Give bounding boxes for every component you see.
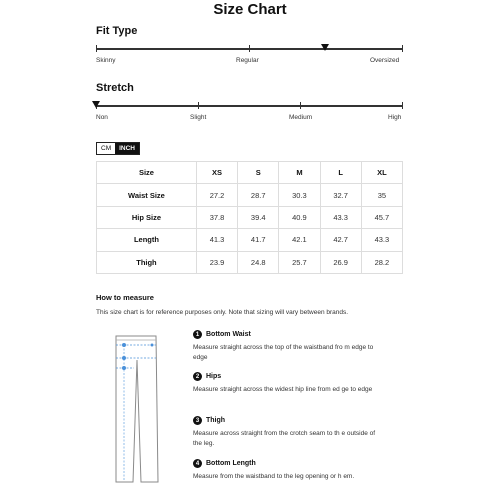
number-1-icon: 1 [193, 330, 202, 339]
measure-item-desc: Measure straight across the top of the waistband fro m edge to edge [193, 344, 374, 361]
stretch-tick [402, 102, 403, 109]
number-3-icon: 3 [193, 416, 202, 425]
table-row [97, 206, 403, 228]
table-header: S [238, 162, 279, 184]
fit-type-tick [249, 45, 250, 52]
table-cell: 27.2 [196, 184, 237, 206]
table-row [97, 229, 403, 251]
table-header: XS [196, 162, 237, 184]
unit-toggle [96, 142, 140, 155]
fit-type-tick [402, 45, 403, 52]
pants-diagram [112, 334, 162, 489]
pants-outline-icon [112, 334, 162, 484]
measure-item-thigh [193, 416, 383, 449]
unit-inch-button[interactable]: INCH [115, 143, 139, 154]
table-row-label: Length [97, 229, 197, 251]
fit-type-option-skinny: Skinny [96, 57, 116, 64]
page-title: Size Chart [213, 1, 287, 18]
table-cell: 28.7 [238, 184, 279, 206]
measure-item-name: Bottom Length [206, 460, 256, 467]
stretch-line [96, 105, 403, 107]
stretch-option-high: High [388, 114, 402, 121]
table-cell: 43.3 [361, 229, 402, 251]
measure-item-desc: Measure straight across the widest hip line from ed ge to edge [193, 386, 373, 393]
table-header-row [97, 162, 403, 184]
measure-item-desc: Measure from the waistband to the leg opening or h em. [193, 473, 355, 480]
table-cell: 28.2 [361, 251, 402, 273]
fit-type-option-regular: Regular [236, 57, 259, 64]
table-cell: 24.8 [238, 251, 279, 273]
table-cell: 42.7 [320, 229, 361, 251]
table-cell: 45.7 [361, 206, 402, 228]
table-row-label: Thigh [97, 251, 197, 273]
table-cell: 41.3 [196, 229, 237, 251]
number-4-icon: 4 [193, 459, 202, 468]
measure-item-name: Thigh [206, 417, 226, 424]
stretch-option-slight: Slight [190, 114, 207, 121]
table-row-label: Waist Size [97, 184, 197, 206]
number-2-icon: 2 [193, 372, 202, 381]
table-cell: 39.4 [238, 206, 279, 228]
measure-item-name: Hips [206, 373, 222, 380]
table-cell: 32.7 [320, 184, 361, 206]
measure-item-bottom-length [193, 459, 383, 482]
fit-type-option-oversized: Oversized [370, 57, 400, 64]
measure-item-hips [193, 372, 383, 395]
measure-item-desc: Measure across straight from the crotch seam to th e outside of the leg. [193, 430, 376, 447]
stretch-marker-icon [92, 101, 100, 108]
size-table [96, 161, 403, 274]
table-row [97, 251, 403, 273]
table-row-label: Hip Size [97, 206, 197, 228]
fit-type-label: Fit Type [96, 25, 138, 37]
table-cell: 43.3 [320, 206, 361, 228]
table-cell: 37.8 [196, 206, 237, 228]
table-header: XL [361, 162, 402, 184]
stretch-tick [300, 102, 301, 109]
unit-cm-button[interactable]: CM [97, 143, 115, 154]
table-cell: 35 [361, 184, 402, 206]
measure-item-bottom-waist [193, 330, 383, 363]
table-cell: 30.3 [279, 184, 320, 206]
stretch-option-medium: Medium [289, 114, 313, 121]
measure-item-name: Bottom Waist [206, 331, 251, 338]
fit-type-tick [96, 45, 97, 52]
table-cell: 26.9 [320, 251, 361, 273]
table-row [97, 184, 403, 206]
fit-type-marker-icon [321, 44, 329, 51]
table-header: Size [97, 162, 197, 184]
how-to-measure-title: How to measure [96, 293, 154, 302]
table-cell: 25.7 [279, 251, 320, 273]
stretch-option-non: Non [96, 114, 108, 121]
table-cell: 23.9 [196, 251, 237, 273]
stretch-tick [198, 102, 199, 109]
table-header: M [279, 162, 320, 184]
stretch-label: Stretch [96, 82, 134, 94]
how-to-measure-note: This size chart is for reference purposes only. Note that sizing will vary between brands. [96, 309, 349, 316]
table-cell: 42.1 [279, 229, 320, 251]
table-cell: 41.7 [238, 229, 279, 251]
table-header: L [320, 162, 361, 184]
table-cell: 40.9 [279, 206, 320, 228]
